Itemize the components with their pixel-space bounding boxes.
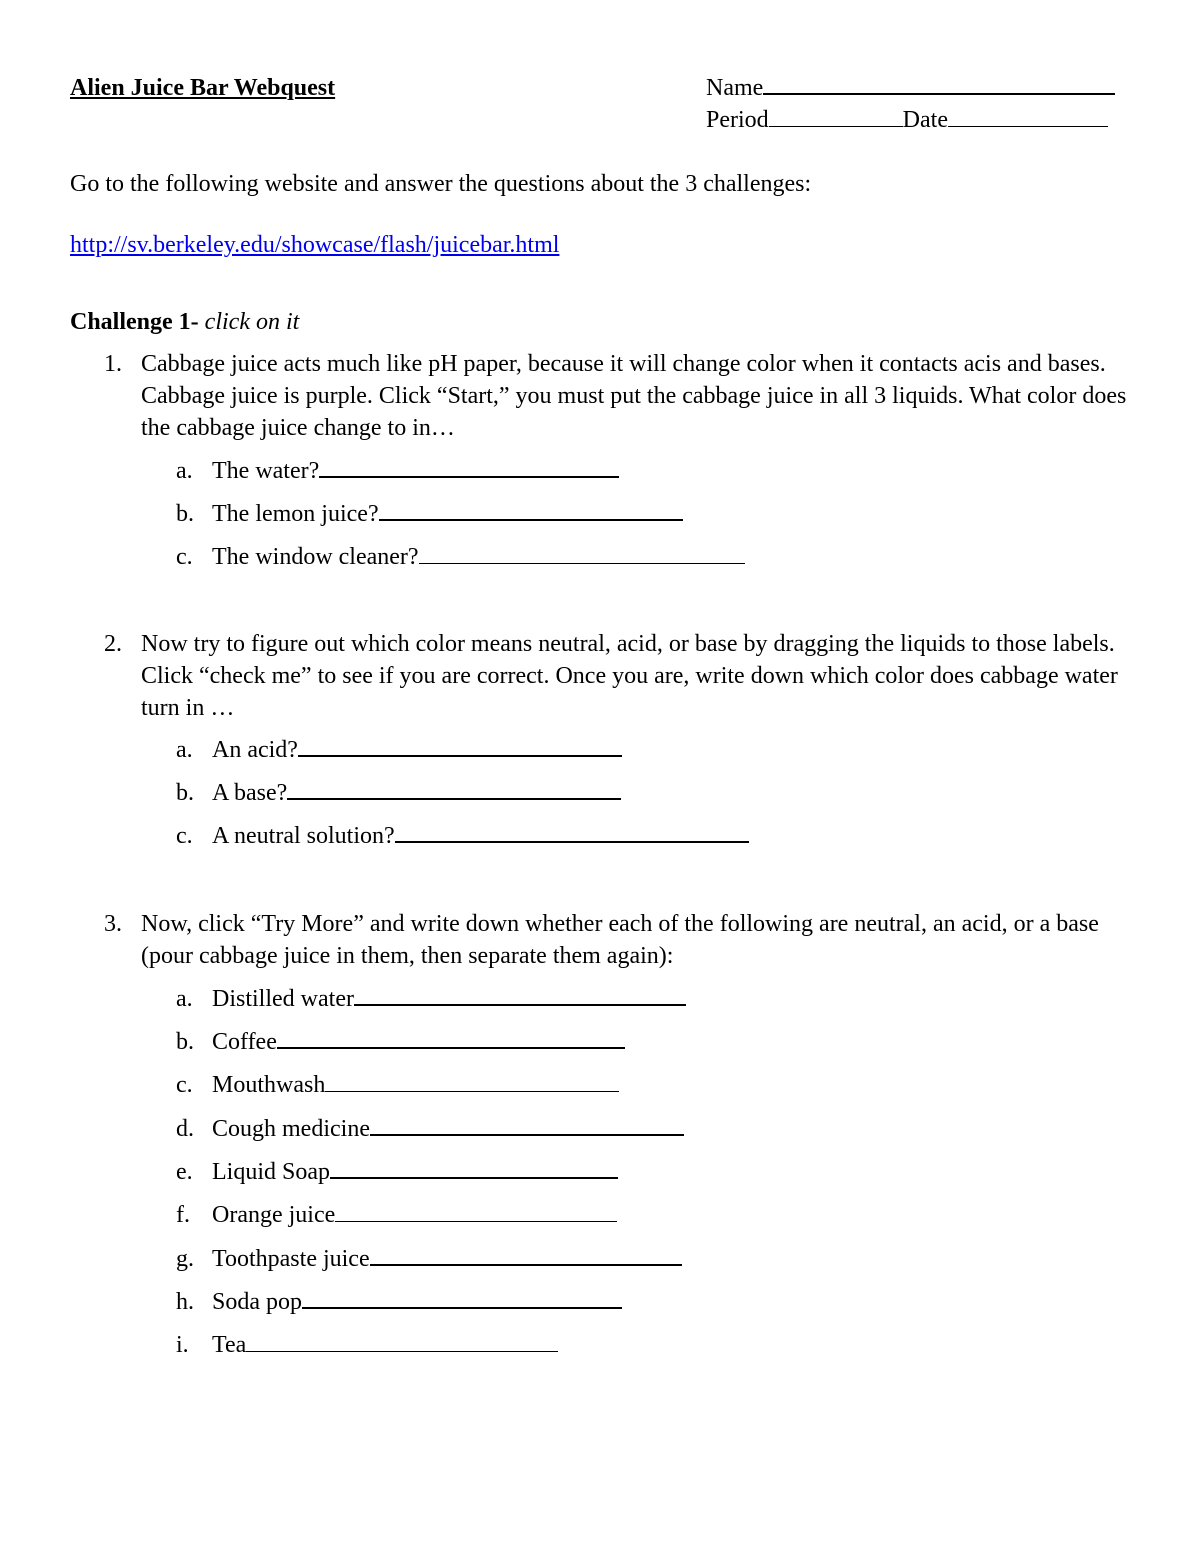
question-2-text: Now try to figure out which color means neutral, acid, or base by dragging the liquids to those labels. Click “check me” to see if you are correct. Once you are, write down which color does cabbage water turn in … bbox=[141, 631, 1118, 721]
answer-blank[interactable] bbox=[370, 1264, 682, 1266]
question-number: 2. bbox=[104, 631, 122, 657]
answer-blank[interactable] bbox=[354, 1004, 686, 1006]
period-label: Period bbox=[706, 107, 769, 133]
list-item: b. Coffee bbox=[176, 1030, 625, 1054]
list-item: i. Tea bbox=[176, 1333, 558, 1357]
website-link[interactable]: http://sv.berkeley.edu/showcase/flash/juicebar.html bbox=[70, 232, 560, 258]
date-blank[interactable] bbox=[948, 126, 1108, 127]
question-number: 3. bbox=[104, 911, 122, 937]
answer-blank[interactable] bbox=[330, 1177, 618, 1179]
challenge-instruction: click on it bbox=[204, 309, 300, 335]
question-1-text: Cabbage juice acts much like pH paper, because it will change color when it contacts acis and bases. Cabbage juice is purple. Click “Start,” you must put the cabbage juice in all 3 liquids. What color does the cabbage juice change to in… bbox=[141, 351, 1127, 441]
question-number: 1. bbox=[104, 351, 122, 377]
answer-blank[interactable] bbox=[298, 755, 622, 757]
list-item: f. Orange juice bbox=[176, 1203, 617, 1227]
list-item: h. Soda pop bbox=[176, 1290, 622, 1314]
answer-blank[interactable] bbox=[246, 1351, 558, 1352]
answer-blank[interactable] bbox=[319, 476, 619, 478]
list-item: c. A neutral solution? bbox=[176, 824, 749, 848]
list-item: b. The lemon juice? bbox=[176, 502, 683, 526]
question-3-text: Now, click “Try More” and write down whether each of the following are neutral, an acid, or a base (pour cabbage juice in them, then separate them again): bbox=[141, 911, 1099, 969]
list-item: a. An acid? bbox=[176, 738, 622, 762]
worksheet-title: Alien Juice Bar Webquest bbox=[70, 75, 336, 101]
list-item: c. Mouthwash bbox=[176, 1073, 619, 1097]
list-item: d. Cough medicine bbox=[176, 1117, 684, 1141]
name-label: Name bbox=[706, 75, 764, 101]
list-item: e. Liquid Soap bbox=[176, 1160, 618, 1184]
answer-blank[interactable] bbox=[277, 1047, 625, 1049]
list-item: c. The window cleaner? bbox=[176, 545, 745, 569]
list-item: g. Toothpaste juice bbox=[176, 1247, 682, 1271]
challenge-heading bbox=[70, 310, 299, 334]
answer-blank[interactable] bbox=[370, 1134, 684, 1136]
answer-blank[interactable] bbox=[419, 563, 745, 564]
answer-blank[interactable] bbox=[302, 1307, 622, 1309]
name-field bbox=[706, 76, 1115, 100]
name-blank[interactable] bbox=[763, 93, 1115, 95]
list-item: a. Distilled water bbox=[176, 987, 686, 1011]
answer-blank[interactable] bbox=[395, 841, 749, 843]
answer-blank[interactable] bbox=[379, 519, 683, 521]
answer-blank[interactable] bbox=[287, 798, 621, 800]
list-item: a. The water? bbox=[176, 459, 619, 483]
challenge-label: Challenge 1- bbox=[70, 309, 199, 335]
list-item: b. A base? bbox=[176, 781, 621, 805]
intro-text: Go to the following website and answer the questions about the 3 challenges: bbox=[70, 171, 812, 197]
date-label: Date bbox=[902, 107, 948, 133]
period-blank[interactable] bbox=[769, 126, 903, 127]
period-date-field bbox=[706, 108, 1108, 132]
answer-blank[interactable] bbox=[325, 1091, 619, 1092]
answer-blank[interactable] bbox=[335, 1221, 617, 1222]
